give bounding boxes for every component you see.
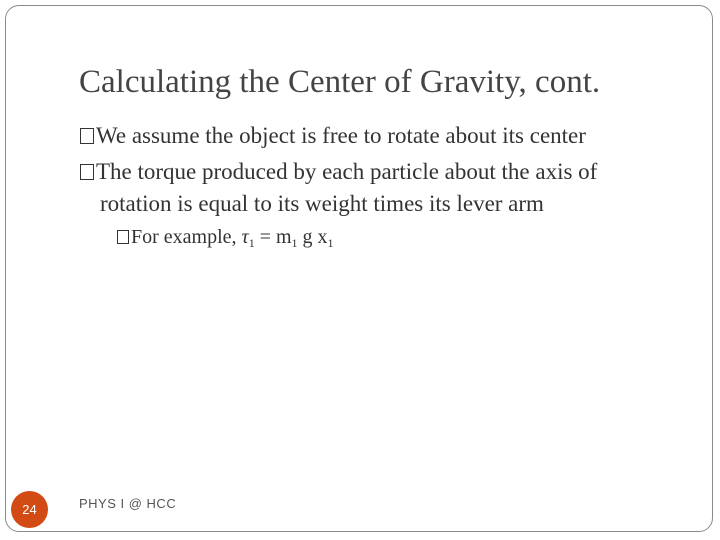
- slide-title: Calculating the Center of Gravity, cont.: [79, 64, 601, 100]
- page-number: 24: [22, 502, 37, 517]
- bullet-box-icon: [80, 128, 94, 144]
- bullet-2: [80, 159, 597, 185]
- m-subscript: 1: [291, 236, 298, 250]
- equals-m: = m: [254, 226, 292, 248]
- bullet-2-text-line-1: The torque produced by each particle about the axis of: [96, 159, 598, 184]
- x-subscript: 1: [327, 236, 334, 250]
- bullet-1: [80, 123, 586, 149]
- tau-symbol: τ: [241, 226, 249, 248]
- sub-bullet-prefix: For example,: [131, 226, 242, 248]
- bullet-1-text: We assume the object is free to rotate about its center: [96, 123, 586, 148]
- page-number-badge: [11, 491, 48, 528]
- sub-bullet-example: [117, 226, 334, 251]
- tau-subscript: 1: [248, 236, 255, 250]
- g-x: g x: [297, 226, 328, 248]
- footer-text: PHYS I @ HCC: [79, 496, 177, 511]
- bullet-2-text-line-2: rotation is equal to its weight times its lever arm: [100, 191, 544, 216]
- sub-bullet-box-icon: [117, 230, 129, 244]
- bullet-box-icon: [80, 164, 94, 180]
- bullet-2-continuation: [100, 191, 544, 217]
